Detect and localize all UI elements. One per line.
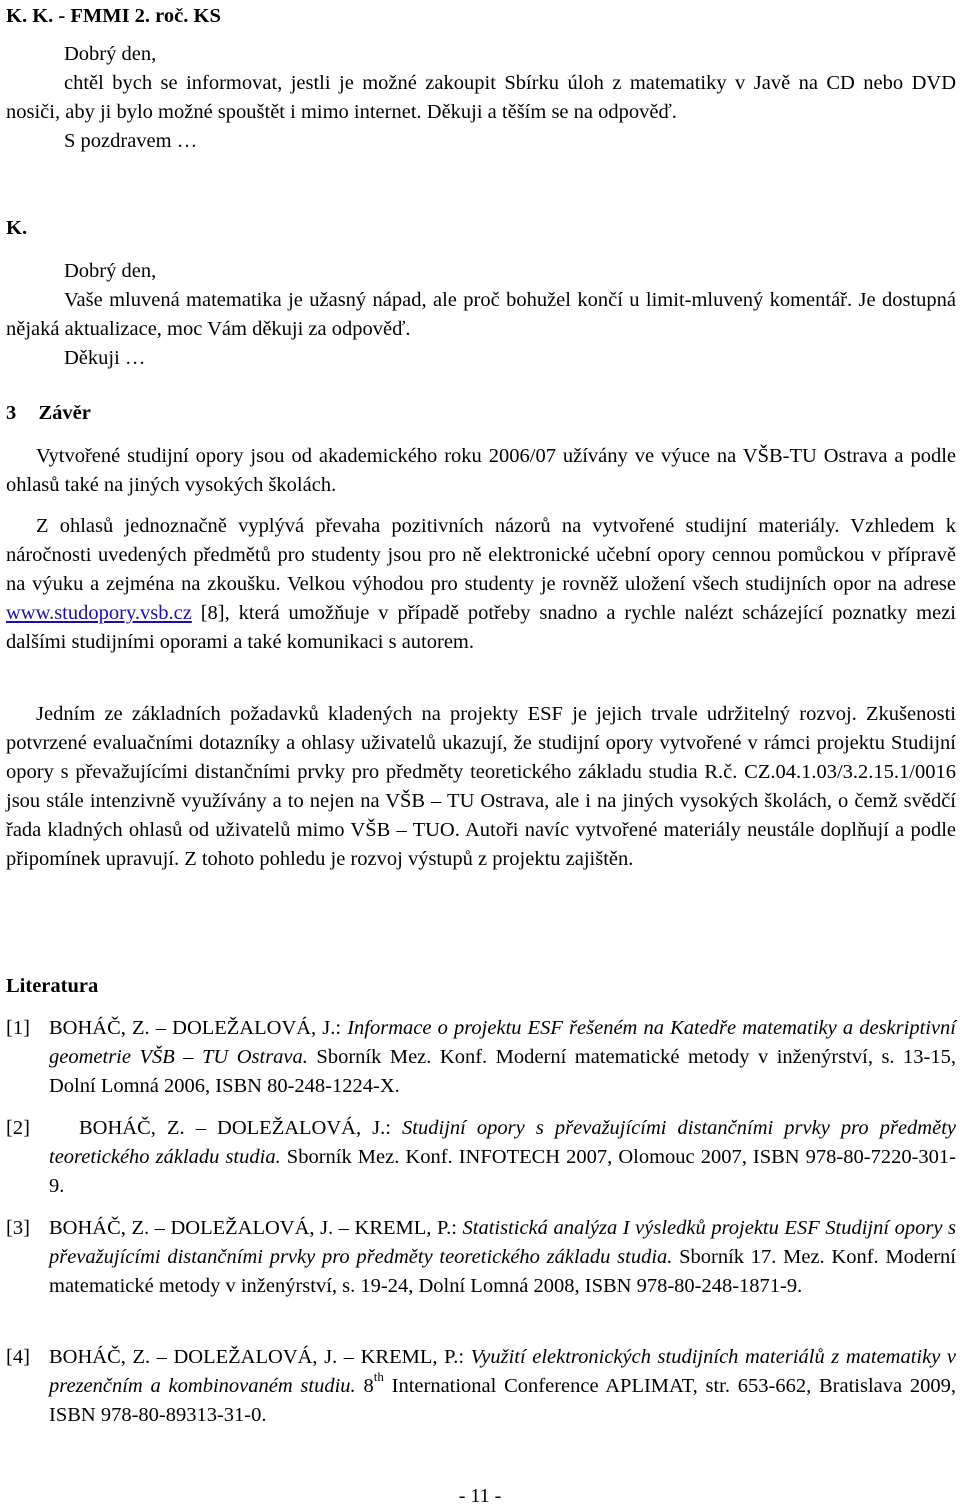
reference-4: [6, 1343, 956, 1430]
reference-2-authors: BOHÁČ, Z. – DOLEŽALOVÁ, J.:: [79, 1117, 403, 1139]
reference-2-body: [49, 1114, 956, 1201]
page-header-title: K. K. - FMMI 2. roč. KS: [6, 5, 221, 27]
reference-3-body: [49, 1214, 956, 1301]
message-2-body: Vaše mluvená matematika je užasný nápad, ale proč bohužel končí u limit-mluvený komentář. Je dostupná nějaká aktualizace, moc Vám děkuji za odpověď.: [6, 289, 956, 340]
message-2: [6, 257, 956, 373]
message-2-closing: Děkuji …: [64, 347, 146, 369]
reference-4-rest-pre: 8: [355, 1375, 374, 1397]
paragraph-2-text-before: Z ohlasů jednoznačně vyplývá převaha pozitivních názorů na vytvořené studijní materiály. Vzhledem k náročnosti uvedených předmětů pro studenty jsou pro ně elektronické učební opory cennou pomůckou v přípravě na výuku a zejména na zkoušku. Velkou výhodou pro studenty je rovněž uložení všech studijních opor na adrese: [6, 515, 956, 595]
reference-1-number: [1]: [6, 1017, 30, 1039]
message-1: [6, 40, 956, 156]
section-number: 3: [6, 402, 17, 424]
reference-2: [6, 1114, 956, 1201]
section-heading: [6, 399, 956, 428]
page-number: - 11 -: [458, 1485, 502, 1507]
message-1-greeting: Dobrý den,: [64, 43, 157, 65]
reference-4-superscript: th: [373, 1369, 384, 1385]
literature-heading: Literatura: [6, 975, 99, 997]
paragraph-2: [6, 512, 956, 657]
paragraph-1: Vytvořené studijní opory jsou od akademického roku 2006/07 užívány ve výuce na VŠB-TU Ostrava a podle ohlasů také na jiných vysokých školách.: [6, 445, 956, 496]
reference-4-authors: BOHÁČ, Z. – DOLEŽALOVÁ, J. – KREML, P.:: [49, 1346, 471, 1368]
reference-3-rest: Sborník 17. Mez. Konf. Moderní matematické metody v inženýrství, s. 19-24, Dolní Lomná 2008, ISBN 978-80-248-1871-9.: [49, 1246, 956, 1297]
message-1-closing: S pozdravem …: [64, 130, 198, 152]
reference-3-title: Statistická analýza I výsledků projektu ESF Studijní opory s převažujícími distančními prvky pro předměty teoretického základu studia.: [49, 1217, 957, 1268]
message-1-body: chtěl bych se informovat, jestli je možné zakoupit Sbírku úloh z matematiky v Javě na CD nebo DVD nosiči, aby ji bylo možné spouštět i mimo internet. Děkuji a těším se na odpověď.: [6, 72, 956, 123]
section-title: Závěr: [38, 402, 91, 424]
reference-4-number: [4]: [6, 1346, 30, 1368]
paragraph-2-text-after: [8], která umožňuje v případě potřeby snadno a rychle nalézt scházející poznatky mezi dalšími studijními oporami a také komunikaci s autorem.: [6, 602, 956, 653]
reference-4-body: [49, 1343, 956, 1430]
message-2-greeting: Dobrý den,: [64, 260, 157, 282]
reference-2-title: Studijní opory s převažujícími distančními prvky pro předměty teoretického základu studia.: [49, 1117, 956, 1168]
reference-3: [6, 1214, 956, 1301]
studopory-link[interactable]: www.studopory.vsb.cz: [6, 602, 192, 624]
reference-4-title: Využití elektronických studijních materiálů z matematiky v prezenčním a kombinovaném studiu.: [49, 1346, 957, 1397]
reference-2-number: [2]: [6, 1117, 30, 1139]
reference-1-title: Informace o projektu ESF řešeném na Katedře matematiky a deskriptivní geometrie VŠB – TU Ostrava.: [49, 1017, 957, 1068]
paragraph-3: Jedním ze základních požadavků kladených na projekty ESF je jejich trvale udržitelný rozvoj. Zkušenosti potvrzené evaluačními dotazníky a ohlasy uživatelů ukazují, že studijní opory vytvořené v rámci projektu Studijní opory s převažujícími distančními prvky pro předměty teoretického základu studia R.č. CZ.04.1.03/3.2.15.1/0016 jsou stále intenzivně využívány a to nejen na VŠB – TU Ostrava, ale i na jiných vysokých školách, o čemž svědčí řada kladných ohlasů od uživatelů mimo VŠB – TUO. Autoři navíc vytvořené materiály neustále doplňují a podle připomínek upravují. Z tohoto pohledu je rozvoj výstupů z projektu zajištěn.: [6, 703, 956, 870]
reference-1-rest: Sborník Mez. Konf. Moderní matematické metody v inženýrství, s. 13-15, Dolní Lomná 2006, ISBN 80-248-1224-X.: [49, 1046, 957, 1097]
message-2-sender: K.: [6, 217, 28, 239]
reference-2-rest: Sborník Mez. Konf. INFOTECH 2007, Olomouc 2007, ISBN 978-80-7220-301-9.: [49, 1146, 956, 1197]
reference-1-authors: BOHÁČ, Z. – DOLEŽALOVÁ, J.:: [49, 1017, 348, 1039]
reference-1: [6, 1014, 956, 1101]
reference-1-body: [49, 1014, 956, 1101]
reference-4-rest-post: International Conference APLIMAT, str. 653-662, Bratislava 2009, ISBN 978-80-89313-31-0.: [49, 1375, 956, 1426]
reference-3-number: [3]: [6, 1217, 30, 1239]
reference-3-authors: BOHÁČ, Z. – DOLEŽALOVÁ, J. – KREML, P.:: [49, 1217, 463, 1239]
